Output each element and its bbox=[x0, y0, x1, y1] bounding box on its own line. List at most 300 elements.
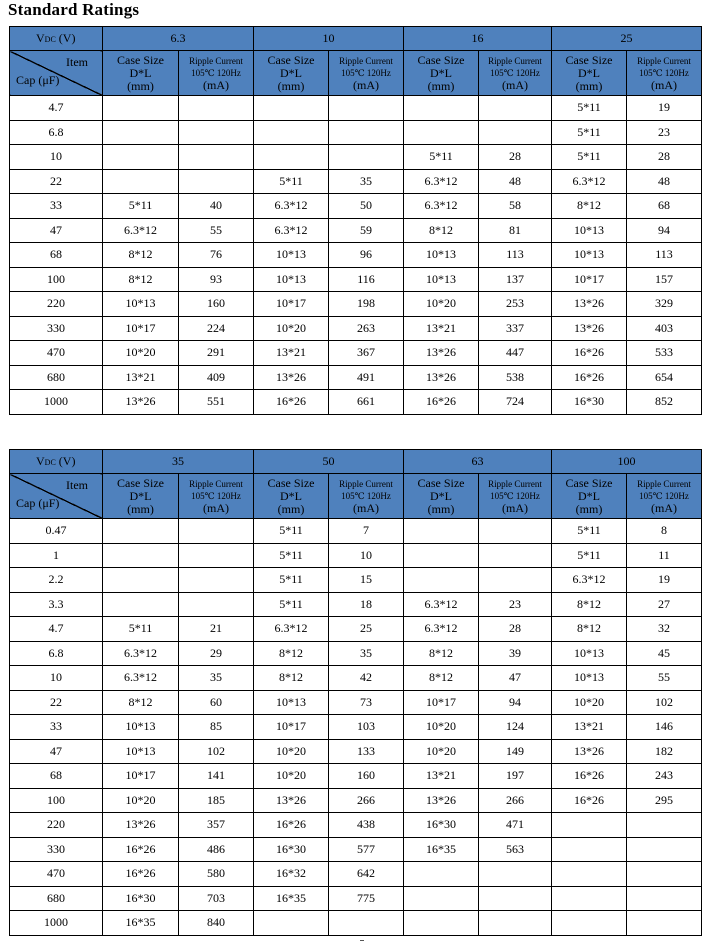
ripple-current-header bbox=[329, 474, 404, 519]
ripple-current-cell: 35 bbox=[179, 666, 254, 691]
table-row bbox=[10, 292, 702, 317]
ripple-current-cell: 40 bbox=[179, 194, 254, 219]
table-row bbox=[10, 390, 702, 415]
ripple-current-cell: 291 bbox=[179, 341, 254, 366]
cap-value-cell: 3.3 bbox=[10, 592, 103, 617]
case-size-cell: 16*35 bbox=[103, 911, 179, 936]
ripple-header-line: (mA) bbox=[353, 500, 379, 515]
ripple-current-cell: 48 bbox=[479, 169, 552, 194]
vdc-suffix: (V) bbox=[55, 30, 76, 45]
case-size-cell: 13*26 bbox=[103, 390, 179, 415]
table-row bbox=[10, 341, 702, 366]
ripple-current-cell bbox=[179, 96, 254, 121]
case-size-cell: 6.3*12 bbox=[254, 218, 329, 243]
table-row bbox=[10, 690, 702, 715]
ripple-current-cell: 263 bbox=[329, 316, 404, 341]
ripple-current-cell: 471 bbox=[479, 813, 552, 838]
case-size-header-line: (mm) bbox=[277, 78, 305, 93]
ripple-current-cell: 357 bbox=[179, 813, 254, 838]
ripple-header-line: (mA) bbox=[502, 500, 528, 515]
ripple-current-cell: 703 bbox=[179, 886, 254, 911]
case-size-cell: 10*17 bbox=[103, 764, 179, 789]
ripple-current-cell: 8 bbox=[627, 519, 702, 544]
case-size-cell: 13*26 bbox=[404, 365, 479, 390]
ripple-current-cell bbox=[329, 145, 404, 170]
case-size-cell: 6.3*12 bbox=[103, 218, 179, 243]
case-size-cell: 8*12 bbox=[404, 218, 479, 243]
case-size-cell: 13*21 bbox=[404, 316, 479, 341]
ripple-current-cell: 266 bbox=[479, 788, 552, 813]
ripple-current-cell: 654 bbox=[627, 365, 702, 390]
ripple-current-header bbox=[329, 51, 404, 96]
case-size-cell: 16*26 bbox=[254, 390, 329, 415]
ripple-current-cell: 23 bbox=[627, 120, 702, 145]
case-size-header bbox=[404, 474, 479, 519]
case-size-cell: 6.3*12 bbox=[404, 592, 479, 617]
case-size-cell: 16*26 bbox=[404, 390, 479, 415]
case-size-cell: 5*11 bbox=[254, 169, 329, 194]
case-size-cell: 10*17 bbox=[552, 267, 627, 292]
case-size-cell: 8*12 bbox=[254, 641, 329, 666]
case-size-cell: 16*30 bbox=[404, 813, 479, 838]
ripple-current-cell: 42 bbox=[329, 666, 404, 691]
table-row bbox=[10, 96, 702, 121]
ratings-table-2 bbox=[9, 449, 702, 936]
case-size-header bbox=[254, 51, 329, 96]
case-size-cell: 10*13 bbox=[404, 243, 479, 268]
table-row bbox=[10, 788, 702, 813]
case-size-cell: 6.3*12 bbox=[404, 169, 479, 194]
cap-value-cell: 1000 bbox=[10, 390, 103, 415]
ripple-current-cell bbox=[627, 911, 702, 936]
case-size-cell: 8*12 bbox=[103, 690, 179, 715]
case-size-cell bbox=[552, 813, 627, 838]
voltage-header: 16 bbox=[404, 27, 552, 51]
ripple-current-cell bbox=[479, 886, 552, 911]
vdc-sub: DC bbox=[44, 34, 56, 44]
ripple-current-cell: 28 bbox=[627, 145, 702, 170]
ripple-current-cell: 96 bbox=[329, 243, 404, 268]
ripple-header-line: 105℃ 120Hz bbox=[639, 67, 689, 78]
table-row bbox=[10, 169, 702, 194]
case-size-cell: 10*13 bbox=[103, 715, 179, 740]
case-size-header-line: (mm) bbox=[575, 501, 603, 516]
table-row bbox=[10, 145, 702, 170]
ripple-current-header bbox=[479, 474, 552, 519]
case-size-cell bbox=[404, 886, 479, 911]
ripple-current-cell: 146 bbox=[627, 715, 702, 740]
ripple-current-cell bbox=[179, 543, 254, 568]
ripple-current-cell: 182 bbox=[627, 739, 702, 764]
ripple-current-cell: 438 bbox=[329, 813, 404, 838]
case-size-cell: 10*20 bbox=[404, 292, 479, 317]
case-size-cell bbox=[404, 543, 479, 568]
case-size-header-line: Case Size bbox=[267, 475, 315, 490]
case-size-cell bbox=[103, 568, 179, 593]
ripple-header-line: (mA) bbox=[502, 77, 528, 92]
ripple-header-line: (mA) bbox=[651, 77, 677, 92]
case-size-cell: 10*13 bbox=[552, 243, 627, 268]
table-row bbox=[10, 813, 702, 838]
ripple-current-cell: 243 bbox=[627, 764, 702, 789]
ripple-current-cell: 580 bbox=[179, 862, 254, 887]
case-size-cell bbox=[103, 96, 179, 121]
ripple-header-line: Ripple Current bbox=[339, 55, 393, 66]
ripple-current-cell: 724 bbox=[479, 390, 552, 415]
table-row bbox=[10, 592, 702, 617]
ripple-header-line: 105℃ 120Hz bbox=[490, 490, 540, 501]
case-size-cell: 10*13 bbox=[254, 267, 329, 292]
case-size-cell: 8*12 bbox=[103, 267, 179, 292]
ripple-current-cell: 28 bbox=[479, 145, 552, 170]
item-label: Item bbox=[66, 55, 88, 69]
ripple-current-cell bbox=[627, 886, 702, 911]
ripple-current-cell bbox=[179, 145, 254, 170]
voltage-header: 50 bbox=[254, 450, 404, 474]
cap-value-cell: 33 bbox=[10, 194, 103, 219]
table-row bbox=[10, 120, 702, 145]
case-size-cell: 6.3*12 bbox=[552, 169, 627, 194]
case-size-cell: 6.3*12 bbox=[103, 666, 179, 691]
cap-label: Cap (μF) bbox=[16, 73, 60, 87]
cap-value-cell: 470 bbox=[10, 341, 103, 366]
ripple-current-cell bbox=[479, 862, 552, 887]
case-size-cell: 10*20 bbox=[254, 739, 329, 764]
case-size-header-line: (mm) bbox=[427, 78, 455, 93]
table-row bbox=[10, 617, 702, 642]
ripple-current-cell: 661 bbox=[329, 390, 404, 415]
ripple-header-line: Ripple Current bbox=[637, 478, 691, 489]
voltage-header: 100 bbox=[552, 450, 702, 474]
case-size-cell: 8*12 bbox=[404, 641, 479, 666]
ripple-current-cell: 157 bbox=[627, 267, 702, 292]
case-size-cell: 5*11 bbox=[552, 519, 627, 544]
case-size-cell: 16*26 bbox=[103, 862, 179, 887]
case-size-cell bbox=[552, 886, 627, 911]
ripple-current-cell: 94 bbox=[627, 218, 702, 243]
cap-value-cell: 10 bbox=[10, 666, 103, 691]
case-size-cell: 10*13 bbox=[254, 243, 329, 268]
table-row bbox=[10, 243, 702, 268]
vdc-suffix: (V) bbox=[55, 453, 76, 468]
case-size-cell bbox=[103, 120, 179, 145]
case-size-cell: 10*17 bbox=[103, 316, 179, 341]
vdc-label bbox=[10, 27, 103, 51]
case-size-cell: 10*20 bbox=[103, 788, 179, 813]
ripple-current-cell: 45 bbox=[627, 641, 702, 666]
case-size-header-line: D*L bbox=[578, 65, 600, 80]
case-size-header-line: D*L bbox=[430, 488, 452, 503]
ripple-current-cell: 113 bbox=[479, 243, 552, 268]
ripple-current-cell: 47 bbox=[479, 666, 552, 691]
cap-value-cell: 680 bbox=[10, 886, 103, 911]
case-size-cell bbox=[254, 145, 329, 170]
table-row bbox=[10, 715, 702, 740]
voltage-header-row bbox=[10, 27, 702, 51]
case-size-header-line: Case Size bbox=[117, 52, 164, 67]
cap-value-cell: 100 bbox=[10, 788, 103, 813]
ripple-current-cell bbox=[479, 96, 552, 121]
ripple-current-cell: 113 bbox=[627, 243, 702, 268]
ripple-current-cell: 39 bbox=[479, 641, 552, 666]
case-size-cell: 6.3*12 bbox=[404, 194, 479, 219]
ripple-current-cell: 367 bbox=[329, 341, 404, 366]
case-size-cell: 5*11 bbox=[552, 96, 627, 121]
ripple-current-cell: 577 bbox=[329, 837, 404, 862]
case-size-header-line: (mm) bbox=[127, 501, 154, 516]
case-size-cell: 10*20 bbox=[103, 341, 179, 366]
case-size-cell: 8*12 bbox=[404, 666, 479, 691]
ripple-current-cell: 23 bbox=[479, 592, 552, 617]
ripple-current-cell: 94 bbox=[479, 690, 552, 715]
ripple-header-line: 105℃ 120Hz bbox=[191, 67, 241, 78]
table-row bbox=[10, 365, 702, 390]
ripple-current-cell: 447 bbox=[479, 341, 552, 366]
case-size-cell: 6.3*12 bbox=[103, 641, 179, 666]
ripple-current-cell bbox=[179, 592, 254, 617]
case-size-cell: 16*30 bbox=[103, 886, 179, 911]
table-row bbox=[10, 666, 702, 691]
case-size-cell bbox=[404, 120, 479, 145]
case-size-cell: 10*13 bbox=[103, 739, 179, 764]
table-row bbox=[10, 543, 702, 568]
case-size-cell: 13*21 bbox=[552, 715, 627, 740]
ripple-current-cell: 337 bbox=[479, 316, 552, 341]
table-row bbox=[10, 194, 702, 219]
case-size-header-line: Case Size bbox=[565, 475, 613, 490]
ripple-current-cell: 116 bbox=[329, 267, 404, 292]
ripple-current-cell: 266 bbox=[329, 788, 404, 813]
cap-value-cell: 68 bbox=[10, 243, 103, 268]
case-size-cell: 10*13 bbox=[103, 292, 179, 317]
case-size-header-line: Case Size bbox=[565, 52, 613, 67]
case-size-cell: 10*20 bbox=[254, 316, 329, 341]
case-size-cell: 10*17 bbox=[254, 292, 329, 317]
page-title: Standard Ratings bbox=[8, 0, 140, 19]
ripple-current-cell: 19 bbox=[627, 568, 702, 593]
case-size-cell: 13*26 bbox=[552, 316, 627, 341]
ripple-current-cell: 81 bbox=[479, 218, 552, 243]
voltage-header-row bbox=[10, 450, 702, 474]
ripple-header-line: Ripple Current bbox=[488, 55, 542, 66]
ripple-current-cell: 538 bbox=[479, 365, 552, 390]
ripple-header-line: 105℃ 120Hz bbox=[341, 490, 391, 501]
cap-value-cell: 100 bbox=[10, 267, 103, 292]
table-row bbox=[10, 519, 702, 544]
table-row bbox=[10, 739, 702, 764]
ripple-current-cell bbox=[479, 120, 552, 145]
ripple-header-line: Ripple Current bbox=[637, 55, 691, 66]
case-size-header-line: D*L bbox=[129, 65, 152, 80]
cap-value-cell: 470 bbox=[10, 862, 103, 887]
case-size-cell: 13*26 bbox=[254, 788, 329, 813]
case-size-header-line: D*L bbox=[430, 65, 452, 80]
cap-value-cell: 33 bbox=[10, 715, 103, 740]
ripple-current-header bbox=[479, 51, 552, 96]
ripple-header-line: 105℃ 120Hz bbox=[490, 67, 540, 78]
ripple-current-cell: 197 bbox=[479, 764, 552, 789]
ripple-current-cell: 7 bbox=[329, 519, 404, 544]
ripple-header-line: (mA) bbox=[203, 500, 229, 515]
case-size-cell: 10*13 bbox=[404, 267, 479, 292]
case-size-cell: 10*13 bbox=[552, 641, 627, 666]
case-size-cell: 13*26 bbox=[103, 813, 179, 838]
ripple-current-cell: 32 bbox=[627, 617, 702, 642]
case-size-cell: 13*26 bbox=[404, 788, 479, 813]
ripple-current-cell: 59 bbox=[329, 218, 404, 243]
cap-value-cell: 220 bbox=[10, 292, 103, 317]
ripple-header-line: (mA) bbox=[353, 77, 379, 92]
cap-label: Cap (μF) bbox=[16, 496, 60, 510]
ripple-header-line: 105℃ 120Hz bbox=[639, 490, 689, 501]
case-size-cell: 5*11 bbox=[254, 519, 329, 544]
ripple-current-cell: 60 bbox=[179, 690, 254, 715]
ripple-current-cell: 35 bbox=[329, 641, 404, 666]
case-size-header-line: Case Size bbox=[417, 475, 465, 490]
diagonal-header-cell bbox=[10, 474, 103, 519]
case-size-cell: 6.3*12 bbox=[552, 568, 627, 593]
ripple-current-cell bbox=[479, 543, 552, 568]
case-size-cell: 16*32 bbox=[254, 862, 329, 887]
vdc-prefix: V bbox=[36, 30, 45, 45]
table-row bbox=[10, 862, 702, 887]
case-size-header bbox=[552, 474, 627, 519]
case-size-cell: 13*26 bbox=[552, 292, 627, 317]
case-size-cell: 16*35 bbox=[254, 886, 329, 911]
cap-value-cell: 330 bbox=[10, 316, 103, 341]
cap-value-cell: 2.2 bbox=[10, 568, 103, 593]
ripple-current-cell: 28 bbox=[479, 617, 552, 642]
ripple-current-cell bbox=[479, 519, 552, 544]
case-size-cell bbox=[552, 911, 627, 936]
case-size-cell: 16*30 bbox=[552, 390, 627, 415]
case-size-cell: 5*11 bbox=[552, 145, 627, 170]
case-size-header bbox=[404, 51, 479, 96]
case-size-header bbox=[103, 51, 179, 96]
case-size-header-line: (mm) bbox=[575, 78, 603, 93]
cap-value-cell: 1 bbox=[10, 543, 103, 568]
case-size-cell: 5*11 bbox=[404, 145, 479, 170]
case-size-cell: 8*12 bbox=[552, 617, 627, 642]
voltage-header: 6.3 bbox=[103, 27, 254, 51]
case-size-header-line: D*L bbox=[129, 488, 152, 503]
ripple-current-cell: 93 bbox=[179, 267, 254, 292]
case-size-cell bbox=[404, 568, 479, 593]
ripple-current-header bbox=[627, 51, 702, 96]
ripple-current-cell: 198 bbox=[329, 292, 404, 317]
case-size-cell: 5*11 bbox=[254, 592, 329, 617]
table-row bbox=[10, 764, 702, 789]
cap-value-cell: 22 bbox=[10, 169, 103, 194]
case-size-header-line: (mm) bbox=[427, 501, 455, 516]
case-size-cell: 13*21 bbox=[254, 341, 329, 366]
case-size-cell: 10*17 bbox=[404, 690, 479, 715]
case-size-cell: 13*26 bbox=[254, 365, 329, 390]
ripple-header-line: Ripple Current bbox=[189, 478, 243, 489]
ripple-current-header bbox=[179, 474, 254, 519]
ripple-current-cell: 73 bbox=[329, 690, 404, 715]
case-size-cell bbox=[552, 862, 627, 887]
cap-value-cell: 330 bbox=[10, 837, 103, 862]
table-row bbox=[10, 316, 702, 341]
ripple-current-cell: 224 bbox=[179, 316, 254, 341]
case-size-cell: 10*13 bbox=[254, 690, 329, 715]
ripple-current-cell: 27 bbox=[627, 592, 702, 617]
case-size-cell: 5*11 bbox=[103, 617, 179, 642]
case-size-cell: 10*17 bbox=[254, 715, 329, 740]
case-size-cell: 5*11 bbox=[254, 568, 329, 593]
voltage-header: 10 bbox=[254, 27, 404, 51]
case-size-cell: 16*26 bbox=[552, 341, 627, 366]
voltage-header: 35 bbox=[103, 450, 254, 474]
case-size-header bbox=[552, 51, 627, 96]
ripple-current-cell: 775 bbox=[329, 886, 404, 911]
case-size-cell bbox=[404, 862, 479, 887]
table-row bbox=[10, 886, 702, 911]
cap-value-cell: 4.7 bbox=[10, 96, 103, 121]
ripple-current-cell: 295 bbox=[627, 788, 702, 813]
cap-value-cell: 4.7 bbox=[10, 617, 103, 642]
case-size-cell bbox=[254, 96, 329, 121]
cap-value-cell: 680 bbox=[10, 365, 103, 390]
case-size-header-line: D*L bbox=[280, 65, 302, 80]
ripple-current-cell: 160 bbox=[329, 764, 404, 789]
case-size-cell: 16*26 bbox=[254, 813, 329, 838]
ripple-current-cell: 55 bbox=[627, 666, 702, 691]
ripple-current-cell bbox=[179, 568, 254, 593]
ripple-current-cell: 852 bbox=[627, 390, 702, 415]
ripple-current-cell: 85 bbox=[179, 715, 254, 740]
table-row bbox=[10, 218, 702, 243]
case-size-cell: 13*21 bbox=[103, 365, 179, 390]
column-header-row bbox=[10, 474, 702, 519]
ripple-current-cell: 15 bbox=[329, 568, 404, 593]
case-size-cell: 16*26 bbox=[103, 837, 179, 862]
ripple-current-cell: 50 bbox=[329, 194, 404, 219]
case-size-header-line: Case Size bbox=[117, 475, 164, 490]
ripple-current-cell: 124 bbox=[479, 715, 552, 740]
cap-value-cell: 0.47 bbox=[10, 519, 103, 544]
ripple-current-cell: 55 bbox=[179, 218, 254, 243]
cap-value-cell: 6.8 bbox=[10, 120, 103, 145]
ripple-current-cell: 642 bbox=[329, 862, 404, 887]
ripple-header-line: (mA) bbox=[203, 77, 229, 92]
ripple-current-cell bbox=[329, 120, 404, 145]
diagonal-header-cell bbox=[10, 51, 103, 96]
column-header-row bbox=[10, 51, 702, 96]
case-size-cell: 13*21 bbox=[404, 764, 479, 789]
case-size-cell: 10*13 bbox=[552, 218, 627, 243]
case-size-cell bbox=[254, 911, 329, 936]
ripple-header-line: Ripple Current bbox=[488, 478, 542, 489]
ripple-current-cell: 58 bbox=[479, 194, 552, 219]
ripple-current-cell bbox=[179, 120, 254, 145]
case-size-cell: 10*20 bbox=[552, 690, 627, 715]
ripple-current-cell: 533 bbox=[627, 341, 702, 366]
ripple-header-line: 105℃ 120Hz bbox=[191, 490, 241, 501]
ripple-current-cell bbox=[329, 911, 404, 936]
case-size-cell: 16*26 bbox=[552, 365, 627, 390]
case-size-cell: 16*30 bbox=[254, 837, 329, 862]
ripple-header-line: 105℃ 120Hz bbox=[341, 67, 391, 78]
ripple-current-cell: 35 bbox=[329, 169, 404, 194]
cap-value-cell: 1000 bbox=[10, 911, 103, 936]
ripple-current-cell: 29 bbox=[179, 641, 254, 666]
case-size-cell bbox=[404, 519, 479, 544]
ripple-current-cell: 102 bbox=[627, 690, 702, 715]
ratings-table-1 bbox=[9, 26, 702, 415]
ripple-current-cell: 102 bbox=[179, 739, 254, 764]
